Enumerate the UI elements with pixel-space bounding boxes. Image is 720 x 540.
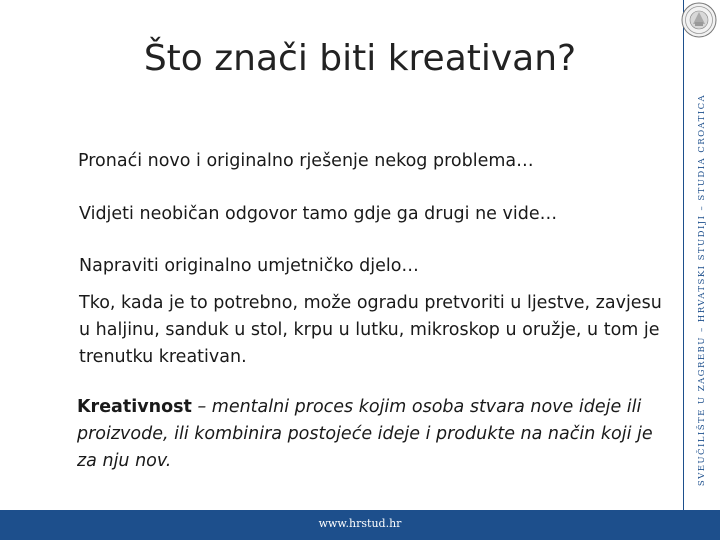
- university-sidebar: [683, 0, 720, 510]
- bullet-4: Tko, kada je to potrebno, može ogradu pretvoriti u ljestve, zavjesu u haljinu, sanduk u stol, krpu u lutku, mikroskop u oružje, u tom je trenutku kreativan.: [79, 293, 662, 367]
- definition-text: – mentalni proces kojim osoba stvara nove ideje ili proizvode, ili kombinira postojeće ideje i produkte na način koji je za nju nov.: [77, 397, 653, 471]
- slide-title: Što znači biti kreativan?: [143, 38, 577, 79]
- university-seal-icon: [678, 0, 720, 42]
- footer-bar: [0, 510, 720, 540]
- definition-paragraph: [77, 394, 677, 475]
- bullet-2: Vidjeti neobičan odgovor tamo gdje ga drugi ne vide…: [79, 204, 558, 224]
- footer-url: www.hrstud.hr: [318, 517, 402, 530]
- university-name: SVEUČILIŠTE U ZAGREBU – HRVATSKI STUDIJI – STUDIA CROATICA: [697, 93, 707, 487]
- definition-term: Kreativnost: [77, 397, 192, 417]
- bullet-3: Napraviti originalno umjetničko djelo…: [79, 256, 419, 276]
- bullet-1: Pronaći novo i originalno rješenje nekog problema…: [78, 151, 534, 171]
